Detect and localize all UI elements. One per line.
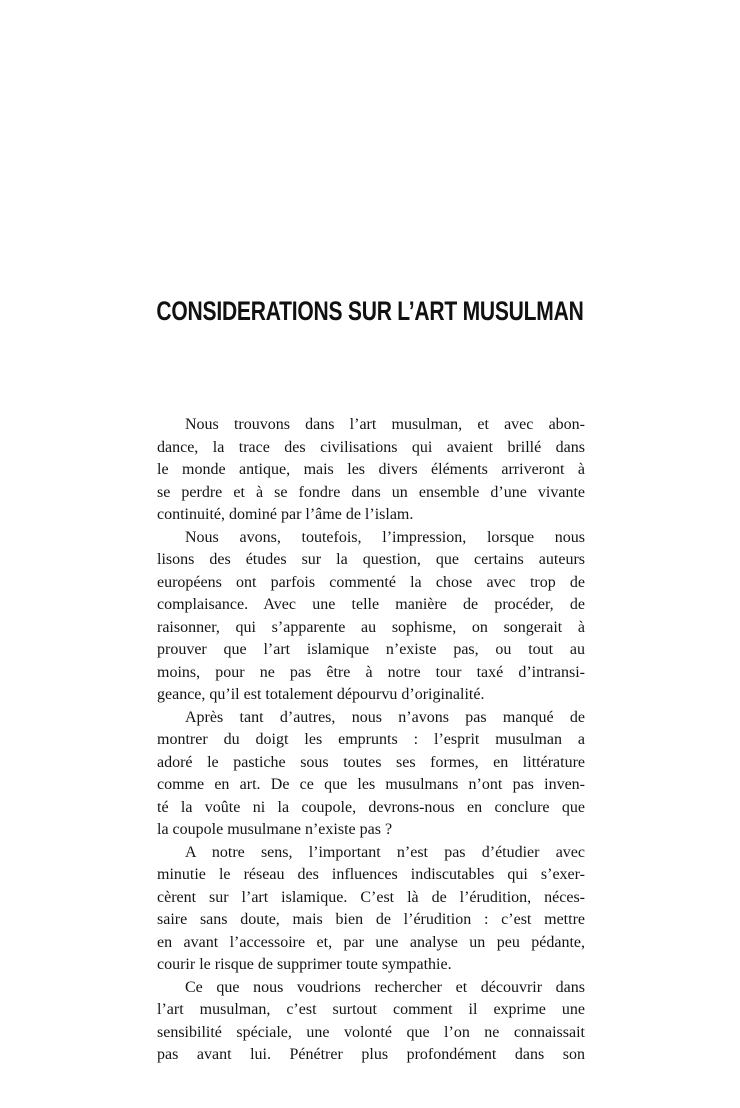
- text-line: la coupole musulmane n’existe pas ?: [157, 821, 393, 838]
- text-line: saire sans doute, mais bien de l’érudition : c’est mettre: [157, 911, 585, 928]
- text-line: Nous avons, toutefois, l’impression, lorsque nous: [185, 528, 585, 546]
- text-line: pas avant lui. Pénétrer plus profondément dans son: [157, 1046, 585, 1063]
- text-line: courir le risque de supprimer toute sympathie.: [157, 956, 452, 973]
- text-line: européens ont parfois commenté la chose avec trop de: [157, 573, 585, 591]
- text-line: le monde antique, mais les divers éléments arriveront à: [157, 461, 585, 478]
- body-text: [157, 414, 585, 1067]
- text-line: dance, la trace des civilisations qui avaient brillé dans: [157, 438, 585, 456]
- text-line: prouver que l’art islamique n’existe pas, ou tout au: [157, 641, 585, 658]
- text-line: té la voûte ni la coupole, devrons-nous en conclure que: [157, 798, 585, 816]
- text-line: l’art musulman, c’est surtout comment il exprime une: [157, 1001, 585, 1018]
- text-line: moins, pour ne pas être à notre tour taxé d’intransi-: [157, 663, 585, 681]
- text-line: minutie le réseau des influences indiscutables qui s’exer-: [157, 866, 585, 883]
- chapter-title: CONSIDERATIONS SUR L’ART MUSULMAN: [156, 296, 584, 326]
- text-line: lisons des études sur la question, que certains auteurs: [157, 551, 585, 568]
- text-line: adoré le pastiche sous toutes ses formes, en littérature: [157, 753, 585, 771]
- text-line: montrer du doigt les emprunts : l’esprit musulman a: [157, 731, 585, 748]
- text-line: sensibilité spéciale, une volonté que l’on ne connaissait: [157, 1023, 585, 1041]
- text-line: comme en art. De ce que les musulmans n’ont pas inven-: [157, 776, 585, 793]
- text-line: se perdre et à se fondre dans un ensemble d’une vivante: [157, 483, 585, 501]
- text-line: complaisance. Avec une telle manière de procéder, de: [157, 596, 585, 613]
- text-line: cèrent sur l’art islamique. C’est là de l’érudition, néces-: [157, 888, 585, 906]
- text-line: Ce que nous voudrions rechercher et découvrir dans: [185, 978, 585, 996]
- text-line: Après tant d’autres, nous n’avons pas manqué de: [185, 708, 585, 726]
- text-line: raisonner, qui s’apparente au sophisme, on songerait à: [157, 618, 585, 636]
- text-line: A notre sens, l’important n’est pas d’étudier avec: [185, 843, 585, 861]
- text-line: continuité, dominé par l’âme de l’islam.: [157, 506, 414, 523]
- text-line: en avant l’accessoire et, par une analyse un peu pédante,: [157, 933, 585, 951]
- text-line: Nous trouvons dans l’art musulman, et avec abon-: [185, 416, 585, 433]
- text-line: geance, qu’il est totalement dépourvu d’originalité.: [157, 686, 485, 703]
